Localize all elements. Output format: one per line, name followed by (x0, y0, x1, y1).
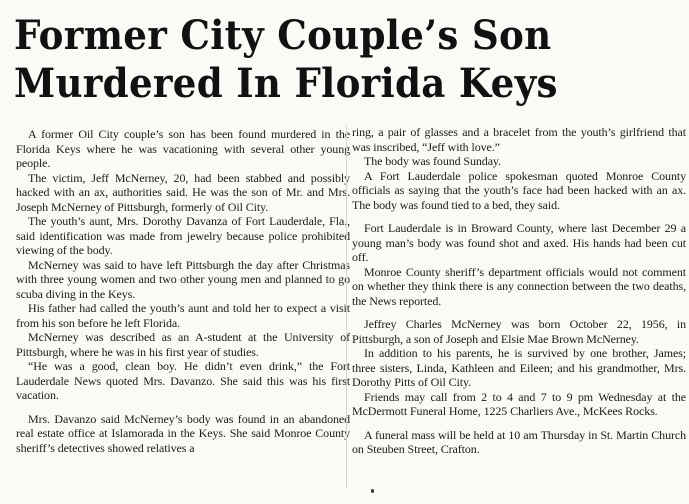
paragraph: “He was a good, clean boy. He didn’t even drink,” the Fort Lauderdale News quoted Mrs. Davanzo. She said this was his first vacation. (16, 359, 350, 402)
paragraph: Jeffrey Charles McNerney was born October 22, 1956, in Pittsburgh, a son of Joseph and Elsie Mae Brown McNerney. (352, 317, 686, 346)
article-column-left (16, 127, 350, 455)
paragraph: A funeral mass will be held at 10 am Thursday in St. Martin Church on Steuben Street, Crafton. (352, 427, 686, 456)
headline-line-1: Former City Couple’s Son (14, 12, 552, 59)
paragraph: ring, a pair of glasses and a bracelet from the youth’s girlfriend that was inscribed, “Jeff with love.” (352, 125, 686, 154)
paragraph: Friends may call from 2 to 4 and 7 to 9 pm Wednesday at the McDermott Funeral Home, 1225 Charliers Ave., McKees Rocks. (352, 389, 686, 418)
paragraph: His father had called the youth’s aunt and told her to expect a visit from his son before he left Florida. (16, 301, 350, 330)
headline (14, 12, 628, 108)
paragraph: A Fort Lauderdale police spokesman quoted Monroe County officials as saying that the youth’s face had been hacked with an ax. The body was found tied to a bed, they said. (352, 168, 686, 212)
paragraph: Monroe County sheriff’s department officials would not comment on whether they think there is any connection between the two deaths, the News reported. (352, 264, 686, 308)
paragraph: McNerney was described as an A-student at the University of Pittsburgh, where he was in his first year of studies. (16, 330, 350, 359)
paragraph: The victim, Jeff McNerney, 20, had been stabbed and possibly hacked with an ax, authorities said. He was the son of Mr. and Mrs. Joseph McNerney of Pittsburgh, formerly of Oil City. (16, 170, 350, 214)
ink-speck (371, 489, 374, 493)
paragraph: Fort Lauderdale is in Broward County, where last December 29 a young man’s body was found shot and axed. His hands had been cut off. (352, 221, 686, 264)
paragraph: A former Oil City couple’s son has been found murdered in the Florida Keys where he was vacationing with several other young people. (16, 127, 350, 170)
column-divider (346, 126, 347, 488)
paragraph: McNerney was said to have left Pittsburgh the day after Christmas with three young women and two other young men and planned to go scuba diving in the Keys. (16, 257, 350, 301)
article-column-right (352, 125, 686, 457)
paragraph: The youth’s aunt, Mrs. Dorothy Davanza of Fort Lauderdale, Fla., said identification was made from jewelry because police prohibited viewing of the body. (16, 214, 350, 257)
paragraph: Mrs. Davanzo said McNerney’s body was found in an abandoned real estate office at Islamorada in the Keys. She said Monroe County sheriff’s detectives showed relatives a (16, 411, 350, 455)
paragraph: The body was found Sunday. (364, 154, 501, 168)
headline-line-2: Murdered In Florida Keys (14, 60, 558, 107)
paragraph: In addition to his parents, he is survived by one brother, James; three sisters, Linda, Kathleen and Eileen; and his grandmother, Mrs. Dorothy Pitts of Oil City. (352, 346, 686, 389)
